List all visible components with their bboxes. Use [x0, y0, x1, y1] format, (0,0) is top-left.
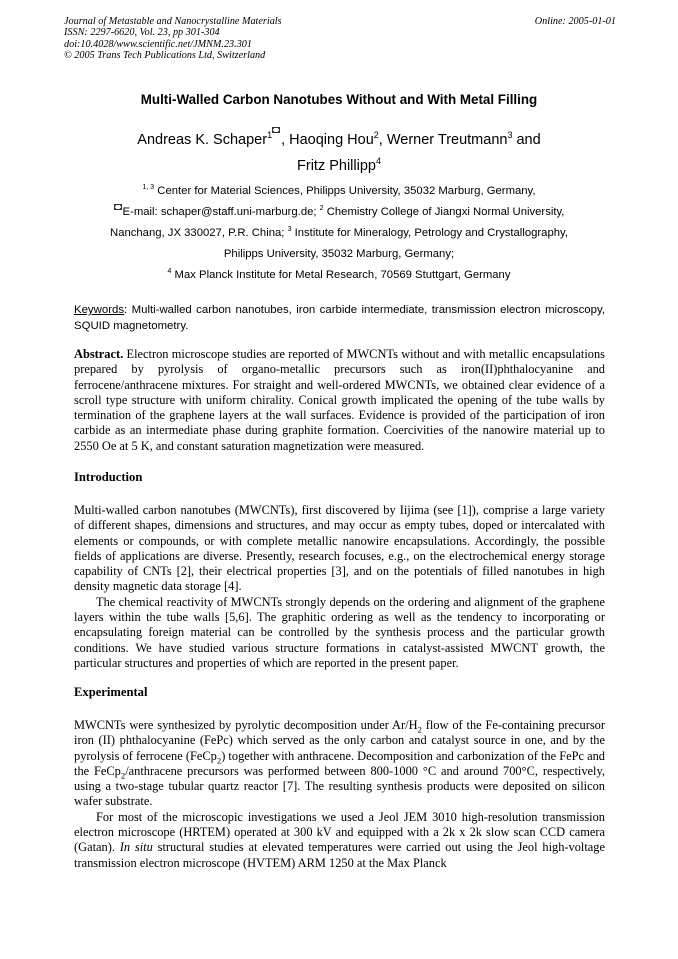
affil-text: Institute for Mineralogy, Petrology and Crystallography,	[291, 227, 568, 239]
author-name: Fritz Phillipp	[297, 158, 376, 174]
section-heading-experimental: Experimental	[74, 685, 148, 699]
issn-line: ISSN: 2297-6620, Vol. 23, pp 301-304	[64, 27, 220, 39]
author-affil-sup: 3	[507, 130, 513, 141]
affil-sup: 1, 3	[142, 184, 155, 192]
affiliations	[60, 181, 618, 286]
subscript: 2	[120, 770, 126, 781]
author-affil-sup: 1	[267, 130, 273, 141]
affil-sup: 4	[167, 268, 172, 276]
paragraph: Multi-walled carbon nanotubes (MWCNTs), first discovered by Iijima (see [1]), comprise a large variety of different shapes, dimensions and structures, and may occur as empty tubes, doped or intercalated with elements or compounds, or with complete metallic nanowire encapsulations. Accordingly, the possible fields of applications are diverse. Presently, research focuses, e.g., on the electrochemical energy storage capability of CNTs [2], their electrical properties [3], and on the potentials of filled nanotubes in high density magnetic data storage [4].	[74, 503, 605, 594]
author-and: and	[512, 132, 541, 148]
text-run: structural studies at elevated temperatures were carried out using the Jeol high-voltage transmission electron microscope (HVTEM) ARM 1250 at the Max Planck	[74, 840, 605, 870]
text-run: ) together with anthracene. Decomposition and carbonization of the FePc and the FeCp	[74, 748, 606, 778]
text-run: /anthracene precursors was performed between 800-1000 °C and around 700°C, respectively, using a two-stage tubular quartz reactor [7]. The resulting synthesis products were deposited on silicon wafer substrate.	[74, 763, 605, 809]
keywords-label: Keywords	[74, 304, 125, 316]
affil-text: Max Planck Institute for Metal Research, 70569 Stuttgart, Germany	[171, 269, 511, 281]
journal-name: Journal of Metastable and Nanocrystalline Materials	[64, 16, 282, 27]
email-text[interactable]: E-mail: schaper@staff.uni-marburg.de;	[122, 206, 320, 218]
text-run: MWCNTs were synthesized by pyrolytic decomposition under Ar/H	[74, 718, 418, 732]
doi-line: doi:10.4028/www.scientific.net/JMNM.23.301	[64, 38, 252, 50]
affiliation-line	[60, 223, 618, 244]
abstract-text: Electron microscope studies are reported of MWCNTs without and with metallic encapsulations prepared by pyrolysis of organo-metallic precursors such as iron(II)phthalocyanine and ferrocene/anthracene mixtures. For straight and well-ordered MWCNTs, we obtained clear evidence of a scroll type structure with uniform chirality. Conical growth implicated the opening of the tube walls by termination of the graphene layers at the wall surfaces. Evidence is provided of the participation of iron carbide as an intermediate phase during graphite formation. Coercivities of the nanowire material up to 2550 Oe at 5 K, and constant saturation magnetization were measured.	[74, 347, 605, 453]
introduction-body	[74, 503, 605, 671]
online-date: Online: 2005-01-01	[534, 16, 616, 27]
author-name: , Werner Treutmann	[378, 132, 508, 148]
experimental-body	[74, 718, 605, 871]
paragraph	[74, 810, 605, 871]
paragraph	[74, 718, 605, 810]
subscript: 2	[216, 755, 222, 766]
author-name: Andreas K. Schaper	[137, 132, 268, 148]
paragraph: The chemical reactivity of MWCNTs strongly depends on the ordering and alignment of the graphene layers within the tube walls [5,6]. The graphitic ordering as well as the tendency to incorporating or encapsulating foreign material can be controlled by the synthesis process and the particular growth conditions. We have studied various structure formations in catalyst-assisted MWCNT growth, the particular structures and properties of which are reported in the present paper.	[74, 594, 605, 670]
affil-text: Nanchang, JX 330027, P.R. China;	[110, 227, 288, 239]
abstract	[74, 347, 605, 454]
affiliation-line	[60, 265, 618, 286]
subscript: 2	[417, 724, 422, 735]
paper-title: Multi-Walled Carbon Nanotubes Without and With Metal Filling	[140, 92, 538, 107]
keywords-text: : Multi-walled carbon nanotubes, iron carbide intermediate, transmission electron microscopy, SQUID magnetometry.	[74, 304, 605, 332]
affiliation-line	[60, 202, 618, 223]
author-list	[60, 127, 618, 179]
section-heading-introduction: Introduction	[74, 470, 143, 484]
mail-icon	[114, 204, 122, 210]
keywords	[74, 303, 605, 334]
author-affil-sup: 2	[373, 130, 379, 141]
author-line-2	[60, 153, 618, 179]
author-name: , Haoqing Hou	[281, 132, 374, 148]
affil-sup: 3	[287, 226, 292, 234]
affil-text: Chemistry College of Jiangxi Normal University,	[323, 206, 565, 218]
mail-icon	[272, 127, 280, 133]
copyright-line: © 2005 Trans Tech Publications Ltd, Switzerland	[64, 50, 266, 62]
text-run: For most of the microscopic investigations we used a Jeol JEM 3010 high-resolution transmission electron microscope (HRTEM) operated at 300 kV and equipped with a 2k x 2k slow scan CCD camera (Gatan).	[74, 809, 605, 855]
affil-text: Center for Material Sciences, Philipps University, 35032 Marburg, Germany,	[154, 185, 536, 197]
emphasis: In situ	[119, 840, 153, 855]
journal-header	[64, 16, 616, 62]
author-affil-sup: 4	[375, 156, 381, 167]
abstract-label: Abstract.	[74, 347, 124, 361]
affil-sup: 2	[319, 205, 324, 213]
affiliation-line	[60, 181, 618, 202]
text-run: flow of the Fe-containing precursor iron (II) phthalocyanine (FePc) which served as the only carbon and catalyst source in one, and by the pyrolysis of ferrocene (FeCp	[74, 718, 606, 763]
affiliation-line: Philipps University, 35032 Marburg, Germany;	[223, 248, 455, 260]
